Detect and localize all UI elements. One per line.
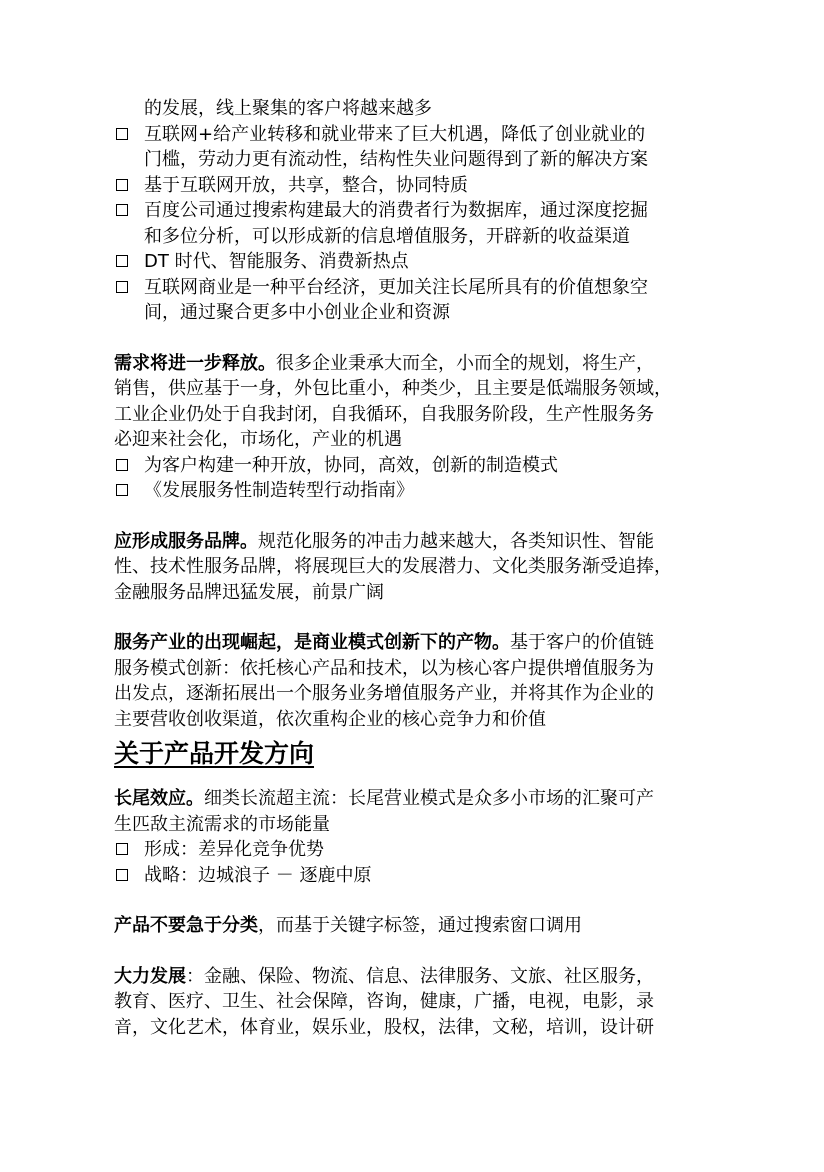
checkbox-bullet-icon: [116, 869, 128, 881]
paragraph-text: ，而基于关键字标签，通过搜索窗口调用: [258, 915, 582, 936]
list-item-text: 间，通过聚合更多中小创业企业和资源: [144, 302, 450, 323]
list-item-text: 和多位分析，可以形成新的信息增值服务，开辟新的收益渠道: [144, 225, 630, 247]
paragraph-lead: 产品不要急于分类: [114, 915, 258, 936]
checkbox-bullet-icon: [116, 484, 128, 496]
list-item: [114, 173, 704, 199]
list-item: [114, 249, 704, 275]
paragraph-text: 音，文化艺术，体育业，娱乐业，股权，法律，文秘，培训，设计研: [114, 1016, 654, 1038]
spacer: [114, 605, 704, 630]
paragraph-text: 教育、医疗、卫生、社会保障，咨询，健康，广播，电视，电影，录: [114, 991, 654, 1012]
paragraph-text: 主要营收创收渠道，依次重构企业的核心竞争力和价值: [114, 708, 546, 730]
list-item: [114, 198, 704, 249]
list-item: [114, 275, 704, 326]
paragraph-text: 销售，供应基于一身，外包比重小，种类少，且主要是低端服务领域，: [114, 378, 672, 399]
list-item: [114, 837, 704, 863]
paragraph-text: 性、技术性服务品牌，将展现巨大的发展潜力、文化类服务渐受追捧，: [114, 556, 672, 577]
paragraph-text: 细类长流超主流：长尾营业模式是众多小市场的汇聚可产: [204, 788, 654, 809]
paragraph-text: 生匹敌主流需求的市场能量: [114, 813, 330, 835]
paragraph-longtail: [114, 786, 704, 837]
paragraph-lead: 应形成服务品牌。: [114, 530, 258, 552]
paragraph-lead: 大力发展: [114, 965, 186, 987]
list-item-text: 为客户构建一种开放，协同，高效，创新的制造模式: [144, 454, 558, 476]
paragraph-text: 规范化服务的冲击力越来越大，各类知识性、智能: [258, 530, 654, 552]
paragraph-text: 金融服务品牌迅猛发展，前景广阔: [114, 581, 384, 603]
list-item: [114, 478, 704, 504]
checkbox-bullet-icon: [116, 204, 128, 216]
paragraph-text: 很多企业秉承大而全，小而全的规划，将生产，: [276, 352, 654, 374]
paragraph-lead: 需求将进一步释放。: [114, 352, 276, 374]
checkbox-bullet-icon: [116, 843, 128, 855]
checkbox-bullet-icon: [116, 128, 128, 140]
spacer: [114, 888, 704, 913]
list-item-continuation: [114, 96, 704, 122]
checkbox-bullet-icon: [116, 281, 128, 293]
paragraph-develop: [114, 964, 704, 1041]
paragraph-demand: [114, 351, 704, 453]
spacer: [114, 939, 704, 964]
paragraph-brand: [114, 529, 704, 606]
paragraph-text: 出发点，逐渐拓展出一个服务业务增值服务产业，并将其作为企业的: [114, 683, 654, 704]
paragraph-classify: [114, 913, 704, 939]
list-item: [114, 863, 704, 889]
paragraph-text: ：金融、保险、物流、信息、法律服务、文旅、社区服务，: [186, 965, 654, 987]
paragraph-text: 工业企业仍处于自我封闭，自我循环，自我服务阶段，生产性服务务: [114, 403, 654, 425]
list-item: [114, 453, 704, 479]
spacer: [114, 326, 704, 351]
paragraph-lead: 服务产业的出现崛起，是商业模式创新下的产物。: [114, 632, 510, 653]
checkbox-bullet-icon: [116, 179, 128, 191]
list-item-text: 《发展服务性制造转型行动指南》: [144, 480, 414, 501]
list-item-text: 形成：差异化竞争优势: [144, 839, 324, 860]
list-item-text: 互联网商业是一种平台经济，更加关注长尾所具有的价值想象空: [144, 276, 648, 298]
paragraph-lead: 长尾效应。: [114, 788, 204, 809]
paragraph-text: 基于客户的价值链: [510, 632, 654, 653]
paragraph-text: 服务模式创新：依托核心产品和技术，以为核心客户提供增值服务为: [114, 657, 654, 679]
list-item-text: 的发展，线上聚集的客户将越来越多: [144, 98, 432, 119]
list-item-text: 互联网+给产业转移和就业带来了巨大机遇，降低了创业就业的: [144, 123, 646, 145]
spacer: [114, 504, 704, 529]
section-heading: 关于产品开发方向: [114, 739, 315, 768]
list-item-text: 门槛，劳动力更有流动性，结构性失业问题得到了新的解决方案: [144, 149, 648, 170]
list-item-text: DT 时代、智能服务、消费新热点: [144, 251, 409, 272]
list-item-text: 战略：边城浪子 － 逐鹿中原: [144, 864, 372, 886]
list-item: [114, 122, 704, 173]
document-page: [114, 96, 704, 1040]
paragraph-text: 必迎来社会化，市场化，产业的机遇: [114, 429, 402, 450]
checkbox-bullet-icon: [116, 255, 128, 267]
paragraph-industry: [114, 630, 704, 732]
list-item-text: 百度公司通过搜索构建最大的消费者行为数据库，通过深度挖掘: [144, 200, 648, 221]
list-item-text: 基于互联网开放，共享，整合，协同特质: [144, 174, 468, 196]
checkbox-bullet-icon: [116, 459, 128, 471]
